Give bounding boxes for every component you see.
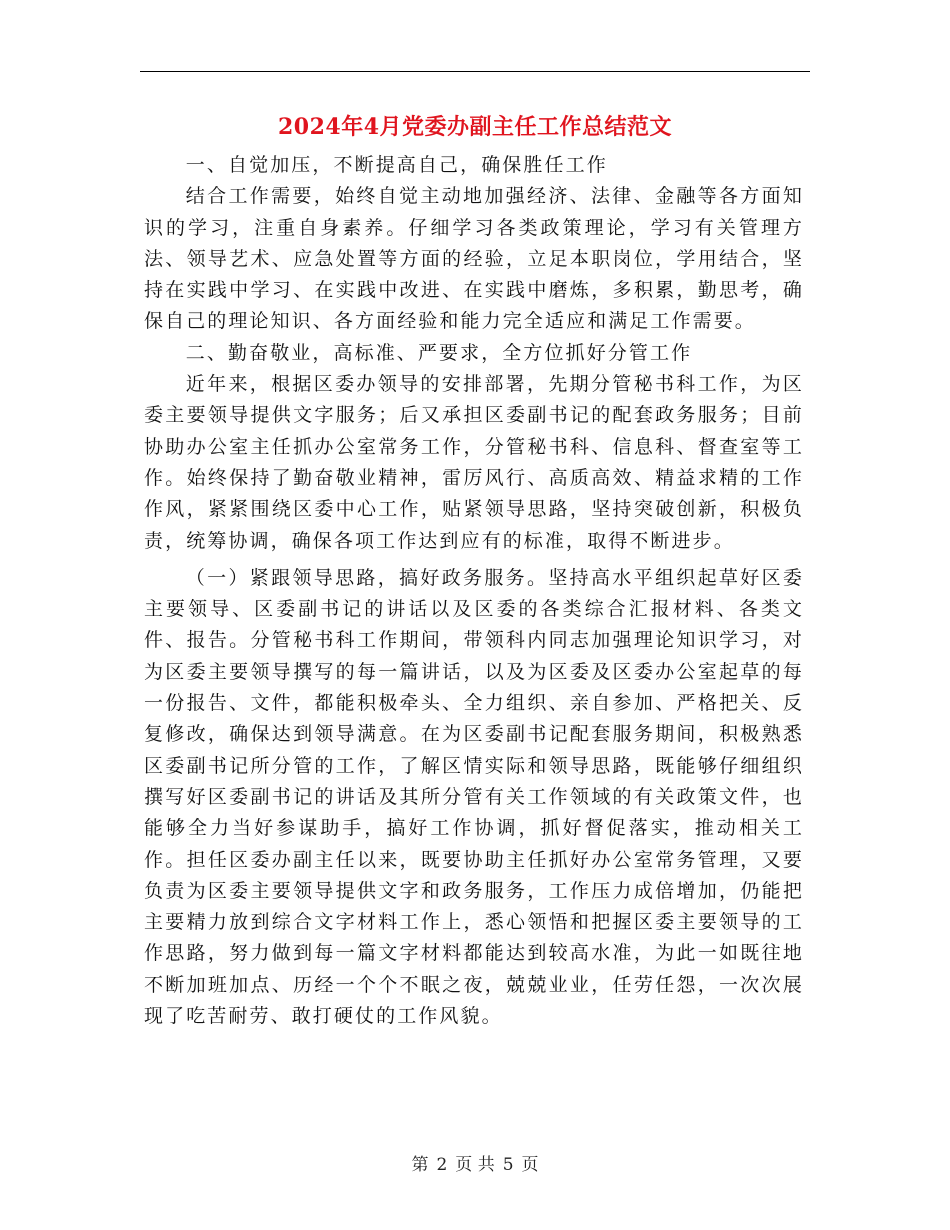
document-title: 2024年4月党委办副主任工作总结范文	[277, 114, 673, 140]
footer-suffix: 页	[521, 1155, 539, 1175]
body-paragraph-2: 近年来，根据区委办领导的安排部署，先期分管秘书科工作，为区委主要领导提供文字服务；后又承担区委副书记的配套政务服务；目前协助办公室主任抓办公室常务工作，分管秘书科、信息科、督查室等工作。始终保持了勤奋敬业精神，雷厉风行、高质高效、精益求精的工作作风，紧紧围绕区委中心工作，贴紧领导思路，坚持突破创新，积极负责，统筹协调，确保各项工作达到应有的标准，取得不断进步。	[144, 373, 804, 552]
body-paragraph-1: 结合工作需要，始终自觉主动地加强经济、法律、金融等各方面知识的学习，注重自身素养。仔细学习各类政策理论，学习有关管理方法、领导艺术、应急处置等方面的经验，立足本职岗位，学用结合，坚持在实践中学习、在实践中改进、在实践中磨炼，多积累，勤思考，确保自己的理论知识、各方面经验和能力完全适应和满足工作需要。	[144, 185, 804, 333]
page-footer	[0, 1153, 950, 1177]
section-heading-1: 一、自觉加压，不断提高自己，确保胜任工作	[185, 154, 608, 176]
section-heading-2: 二、勤奋敬业，高标准、严要求，全方位抓好分管工作	[185, 341, 693, 364]
footer-current-page: 2	[436, 1155, 448, 1175]
footer-prefix: 第	[411, 1155, 429, 1175]
body-paragraph-3: （一）紧跟领导思路，搞好政务服务。坚持高水平组织起草好区委主要领导、区委副书记的讲话以及区委的各类综合汇报材料、各类文件、报告。分管秘书科工作期间，带领科内同志加强理论知识学习，对为区委主要领导撰写的每一篇讲话，以及为区委及区委办公室起草的每一份报告、文件，都能积极牵头、全力组织、亲自参加、严格把关、反复修改，确保达到领导满意。在为区委副书记配套服务期间，积极熟悉区委副书记所分管的工作，了解区情实际和领导思路，既能够仔细组织撰写好区委副书记的讲话及其所分管有关工作领域的有关政策文件，也能够全力当好参谋助手，搞好工作协调，抓好督促落实，推动相关工作。担任区委办副主任以来，既要协助主任抓好办公室常务管理，又要负责为区委主要领导提供文字和政务服务，工作压力成倍增加，仍能把主要精力放到综合文字材料工作上，悉心领悟和把握区委主要领导的工作思路，努力做到每一篇文字材料都能达到较高水准，为此一如既往地不断加班加点、历经一个个不眠之夜，兢兢业业，任劳任怨，一次次展现了吃苦耐劳、敢打硬仗的工作风貌。	[144, 566, 804, 1028]
document-body	[144, 150, 804, 1032]
footer-middle: 页 共	[455, 1155, 495, 1175]
header-rule	[140, 71, 810, 72]
footer-total-pages: 5	[502, 1155, 514, 1175]
